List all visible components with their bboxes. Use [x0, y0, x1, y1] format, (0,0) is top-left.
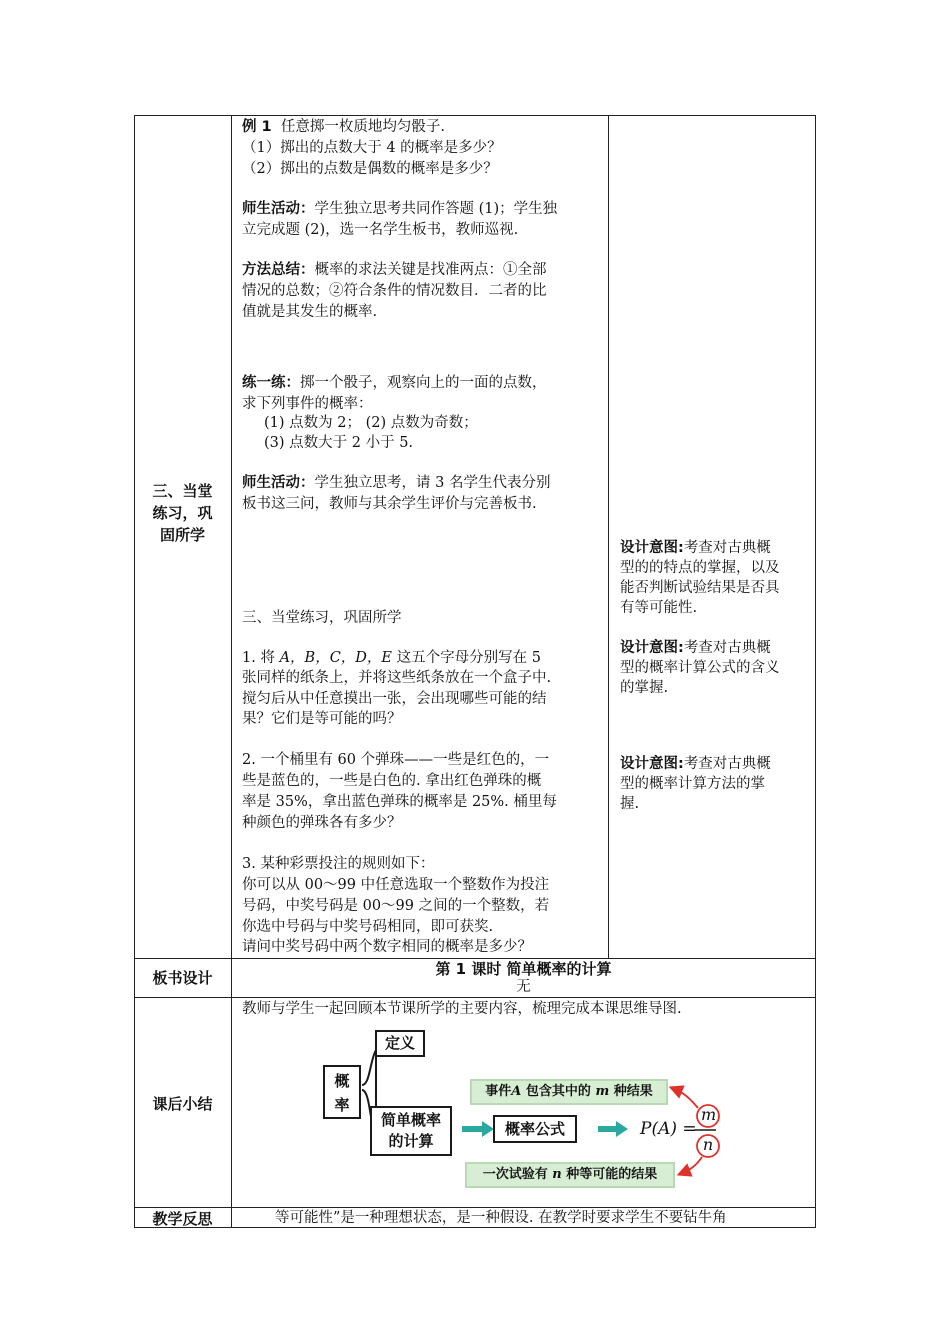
method-label: 方法总结： — [242, 262, 315, 278]
design3-label: 设计意图: — [620, 756, 684, 772]
mindmap-formula: 概率公式 — [493, 1115, 577, 1143]
mindmap-root: 概 率 — [323, 1065, 361, 1119]
activity2-line1: 学生独立思考，请 3 名学生代表分别 — [314, 475, 551, 491]
column-divider-right — [608, 115, 609, 958]
reflection-row-label: 教学反思 — [152, 1210, 213, 1228]
method-line3: 值就是其发生的概率. — [242, 304, 378, 320]
board-title: 第 1 课时 简单概率的计算 — [435, 960, 612, 978]
problem1-line2: 张同样的纸条上，并将这些纸条放在一个盒子中. — [242, 670, 552, 686]
problem3-line4: 你选中号码与中奖号码相同，即可获奖. — [242, 919, 494, 935]
problem3-line2: 你可以从 00～99 中任意选取一个整数作为投注 — [242, 877, 550, 893]
exercise-line2: 求下列事件的概率： — [242, 396, 373, 412]
board-row-label: 板书设计 — [152, 969, 213, 987]
design3-line1: 考查对古典概 — [683, 756, 771, 772]
formula-n: n — [702, 1135, 714, 1154]
problem1-line3: 搅匀后从中任意摸出一张，会出现哪些可能的结 — [242, 691, 547, 707]
activity1-line1: 学生独立思考共同作答题 (1)；学生独 — [314, 201, 558, 217]
formula-lhs: P(A) = — [640, 1119, 697, 1139]
design2-line2: 型的概率计算公式的含义 — [620, 660, 780, 676]
problem3-line1: 3. 某种彩票投注的规则如下： — [242, 856, 435, 872]
summary-text: 教师与学生一起回顾本节课所学的主要内容，梳理完成本课思维导图. — [242, 1001, 682, 1017]
exercise-item-1: (1) 点数为 2； (2) 点数为奇数； — [264, 415, 478, 431]
board-content: 无 — [516, 979, 531, 995]
activity2-label: 师生活动： — [242, 475, 315, 491]
activity-label: 师生活动： — [242, 201, 315, 217]
problem2-line2: 些是蓝色的，一些是白色的. 拿出红色弹珠的概 — [242, 773, 542, 789]
problem1-line1-a: 1. 将 — [242, 650, 280, 666]
problem1-line4: 果？它们是等可能的吗？ — [242, 711, 402, 727]
teal-arrow-1 — [462, 1121, 494, 1137]
design1-label: 设计意图: — [620, 540, 684, 556]
section-heading: 三、当堂练习，巩固所学 — [242, 610, 402, 626]
activity1-line2: 立完成题 (2)，选一名学生板书，教师巡视. — [242, 222, 519, 238]
method-line2: 情况的总数；②符合条件的情况数目．二者的比 — [242, 283, 547, 299]
column-divider-left — [231, 115, 232, 1228]
design1-line3: 能否判断试验结果是否具 — [620, 580, 780, 596]
design3-line2: 型的概率计算方法的掌 — [620, 776, 765, 792]
design2-line1: 考查对古典概 — [683, 640, 771, 656]
design2-line3: 的掌握. — [620, 680, 669, 696]
example-label: 例 1 — [242, 119, 272, 135]
problem2-line1: 2. 一个桶里有 60 个弹珠——一些是红色的，一 — [242, 752, 550, 768]
example-question-2: （2）掷出的点数是偶数的概率是多少？ — [242, 161, 498, 177]
reflection-text: 等可能性”是一种理想状态，是一种假设. 在教学时要求学生不要钻牛角 — [275, 1210, 727, 1226]
row-divider-summary — [134, 997, 816, 998]
problem3-line5: 请问中奖号码中两个数字相同的概率是多少？ — [242, 939, 532, 955]
exercise-line1: 掷一个骰子，观察向上的一面的点数， — [300, 375, 547, 391]
example-question-1: （1）掷出的点数大于 4 的概率是多少？ — [242, 140, 502, 156]
problem2-line4: 种颜色的弹珠各有多少？ — [242, 815, 402, 831]
problem3-line3: 号码，中奖号码是 00～99 之间的一个整数，若 — [242, 898, 550, 914]
mindmap-calc: 简单概率 的计算 — [370, 1106, 452, 1156]
activity2-line2: 板书这三问，教师与其余学生评价与完善板书. — [242, 496, 537, 512]
method-line1: 概率的求法关键是找准两点：①全部 — [314, 262, 547, 278]
exercise-label: 练一练： — [242, 375, 300, 391]
exercise-item-2: (3) 点数大于 2 小于 5. — [264, 435, 414, 451]
problem1-line1-b: 这五个字母分别写在 5 — [392, 650, 541, 666]
red-arrow-m — [672, 1088, 698, 1108]
red-arrow-n — [680, 1157, 702, 1174]
summary-row-label: 课后小结 — [152, 1095, 213, 1113]
problem1-letters: A，B，C，D，E — [279, 650, 392, 666]
mind-map — [310, 1030, 730, 1192]
design3-line3: 握. — [620, 796, 640, 812]
formula-m: m — [701, 1105, 717, 1124]
practice-row-label: 三、当堂 练习，巩 固所学 — [152, 482, 213, 544]
mindmap-event-box: 事件A 包含其中的 m 种结果 — [470, 1079, 668, 1105]
design1-line2: 型的的特点的掌握，以及 — [620, 560, 780, 576]
design1-line4: 有等可能性. — [620, 600, 698, 616]
bracket-upper — [362, 1050, 376, 1085]
problem2-line3: 率是 35%，拿出蓝色弹珠的概率是 25%. 桶里每 — [242, 794, 557, 810]
example-text: 任意掷一枚质地均匀骰子. — [280, 119, 445, 135]
teal-arrow-2 — [598, 1121, 628, 1137]
design1-line1: 考查对古典概 — [683, 540, 771, 556]
mindmap-trial-box: 一次试验有 n 种等可能的结果 — [465, 1162, 675, 1188]
mindmap-definition: 定义 — [375, 1030, 425, 1057]
design2-label: 设计意图: — [620, 640, 684, 656]
